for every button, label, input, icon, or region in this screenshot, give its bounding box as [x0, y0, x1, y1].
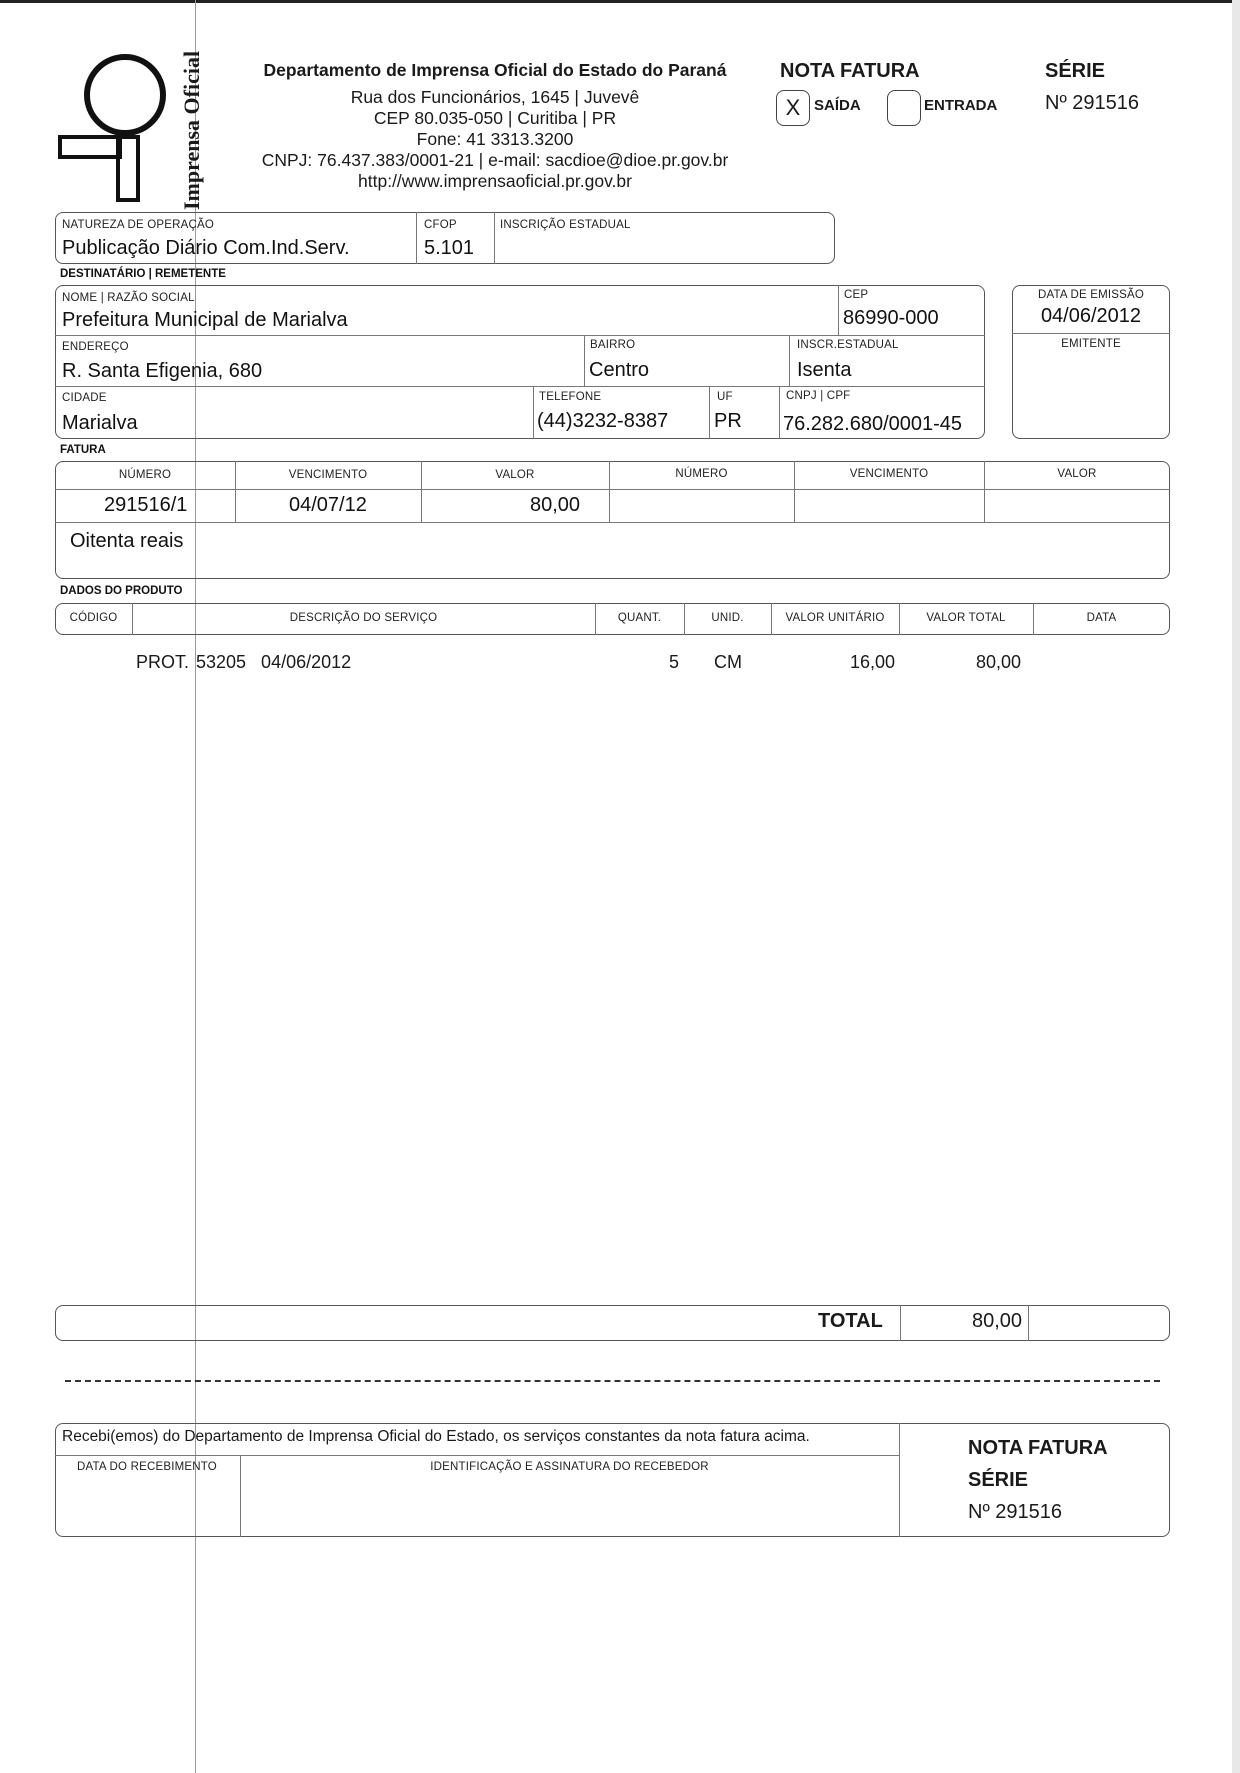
row-descricao: 53205 04/06/2012 [196, 652, 352, 672]
operation-divider-1 [416, 212, 417, 264]
row-valor-total: 80,00 [976, 652, 1022, 672]
uf-value: PR [714, 410, 742, 432]
fatura-col-vencimento: VENCIMENTO [288, 469, 368, 481]
fatura-vencimento-value: 04/07/12 [289, 494, 367, 516]
recipient-ie-label: INSCR.ESTADUAL [797, 339, 899, 351]
cut-line [65, 1380, 1160, 1382]
receipt-statement: Recebi(emos) do Departamento de Imprensa Oficial do Estado, os serviços constantes da nota fatura acima. [62, 1428, 810, 1445]
recipient-divider-uf [709, 386, 710, 439]
cnpj-label: CNPJ | CPF [786, 390, 851, 402]
page-right-edge [1232, 0, 1240, 1773]
fatura-col-valor: VALOR [495, 469, 535, 481]
logo [55, 40, 205, 210]
produtos-section-label: DADOS DO PRODUTO [60, 585, 183, 597]
org-address: Rua dos Funcionários, 1645 | Juvevê [350, 87, 640, 107]
cfop-value: 5.101 [424, 237, 475, 259]
name-label: NOME | RAZÃO SOCIAL [62, 292, 195, 304]
cnpj-value: 76.282.680/0001-45 [783, 413, 963, 435]
cep-value: 86990-000 [843, 307, 939, 329]
recipient-divider-bairro [584, 335, 585, 386]
total-divider-1 [900, 1305, 901, 1341]
fatura-extenso-value: Oitenta reais [70, 530, 184, 552]
fatura-numero-value: 291516/1 [104, 494, 188, 516]
bairro-value: Centro [589, 359, 650, 381]
entrada-checkbox[interactable] [887, 90, 921, 126]
fatura-row-line [55, 522, 1170, 523]
col-valor-unitario: VALOR UNITÁRIO [785, 612, 885, 624]
col-unid: UNID. [711, 612, 744, 624]
serie-number: Nº 291516 [1045, 92, 1140, 114]
saida-checkbox[interactable]: X [776, 90, 810, 126]
logo-vertical-text: Imprensa Oficial [179, 50, 204, 210]
saida-label: SAÍDA [814, 97, 861, 114]
col-data: DATA [1086, 612, 1117, 624]
org-cep-city: CEP 80.035-050 | Curitiba | PR [373, 108, 617, 128]
total-value: 80,00 [972, 1310, 1023, 1332]
col-codigo: CÓDIGO [69, 612, 118, 624]
org-phone: Fone: 41 3313.3200 [416, 129, 574, 149]
row-valor-unitario: 16,00 [850, 652, 896, 672]
fatura-valor-value: 80,00 [530, 494, 581, 516]
operation-divider-2 [494, 212, 495, 264]
fatura-header-line [55, 489, 1170, 490]
emission-divider [1012, 333, 1170, 334]
recipient-divider-ie [789, 335, 790, 386]
serie-label: SÉRIE [1045, 60, 1106, 82]
row-quant: 5 [669, 652, 680, 672]
org-name: Departamento de Imprensa Oficial do Estado do Paraná [263, 60, 727, 80]
doc-type-title: NOTA FATURA [780, 60, 920, 82]
receipt-nota-label: NOTA FATURA [968, 1437, 1108, 1459]
total-label: TOTAL [818, 1310, 883, 1332]
cep-label: CEP [844, 289, 869, 301]
city-value: Marialva [62, 412, 138, 434]
recipient-row-line-1 [55, 335, 985, 336]
recipient-divider-cnpj [779, 386, 780, 439]
col-quant: QUANT. [617, 612, 662, 624]
recipient-divider-phone [533, 386, 534, 439]
total-divider-2 [1028, 1305, 1029, 1341]
row-codigo: PROT. [136, 652, 190, 672]
address-value: R. Santa Efigenia, 680 [62, 360, 263, 382]
natureza-label: NATUREZA DE OPERAÇÃO [62, 219, 215, 231]
page-top-edge [0, 0, 1240, 3]
fatura-section-label: FATURA [60, 444, 106, 456]
col-descricao: DESCRIÇÃO DO SERVIÇO [289, 612, 438, 624]
fatura-col-vencimento-2: VENCIMENTO [849, 468, 929, 480]
col-valor-total: VALOR TOTAL [926, 612, 1006, 624]
emission-date-value: 04/06/2012 [1040, 305, 1142, 327]
fatura-col-numero: NÚMERO [118, 469, 172, 481]
receipt-serie-label: SÉRIE [968, 1469, 1029, 1491]
cfop-label: CFOP [424, 219, 457, 231]
fatura-col-numero-2: NÚMERO [675, 468, 728, 480]
emission-date-label: DATA DE EMISSÃO [1037, 289, 1145, 301]
receipt-sign-label: IDENTIFICAÇÃO E ASSINATURA DO RECEBEDOR [430, 1461, 709, 1473]
city-label: CIDADE [62, 392, 107, 404]
address-label: ENDEREÇO [62, 341, 129, 353]
org-header [245, 60, 745, 192]
recipient-section-label: DESTINATÁRIO | REMETENTE [60, 268, 226, 280]
inscricao-label: INSCRIÇÃO ESTADUAL [500, 219, 631, 231]
recipient-divider-cep [838, 285, 839, 335]
emitente-label: EMITENTE [1061, 338, 1121, 350]
fatura-col-valor-2: VALOR [1057, 468, 1097, 480]
uf-label: UF [717, 391, 733, 403]
recipient-ie-value: Isenta [797, 359, 852, 381]
recipient-row-line-2 [55, 386, 985, 387]
receipt-date-label: DATA DO RECEBIMENTO [77, 1461, 217, 1473]
phone-value: (44)3232-8387 [537, 410, 669, 432]
receipt-divider-right [899, 1423, 900, 1537]
entrada-label: ENTRADA [924, 97, 998, 114]
org-cnpj-email: CNPJ: 76.437.383/0001-21 | e-mail: sacdioe@dioe.pr.gov.br [261, 150, 729, 170]
bairro-label: BAIRRO [590, 339, 636, 351]
name-value: Prefeitura Municipal de Marialva [62, 309, 348, 331]
phone-label: TELEFONE [539, 391, 602, 403]
natureza-value: Publicação Diário Com.Ind.Serv. [62, 237, 350, 259]
org-website: http://www.imprensaoficial.pr.gov.br [358, 171, 632, 191]
receipt-divider-row [55, 1455, 899, 1456]
row-unid: CM [714, 652, 742, 672]
receipt-number: Nº 291516 [968, 1501, 1063, 1523]
